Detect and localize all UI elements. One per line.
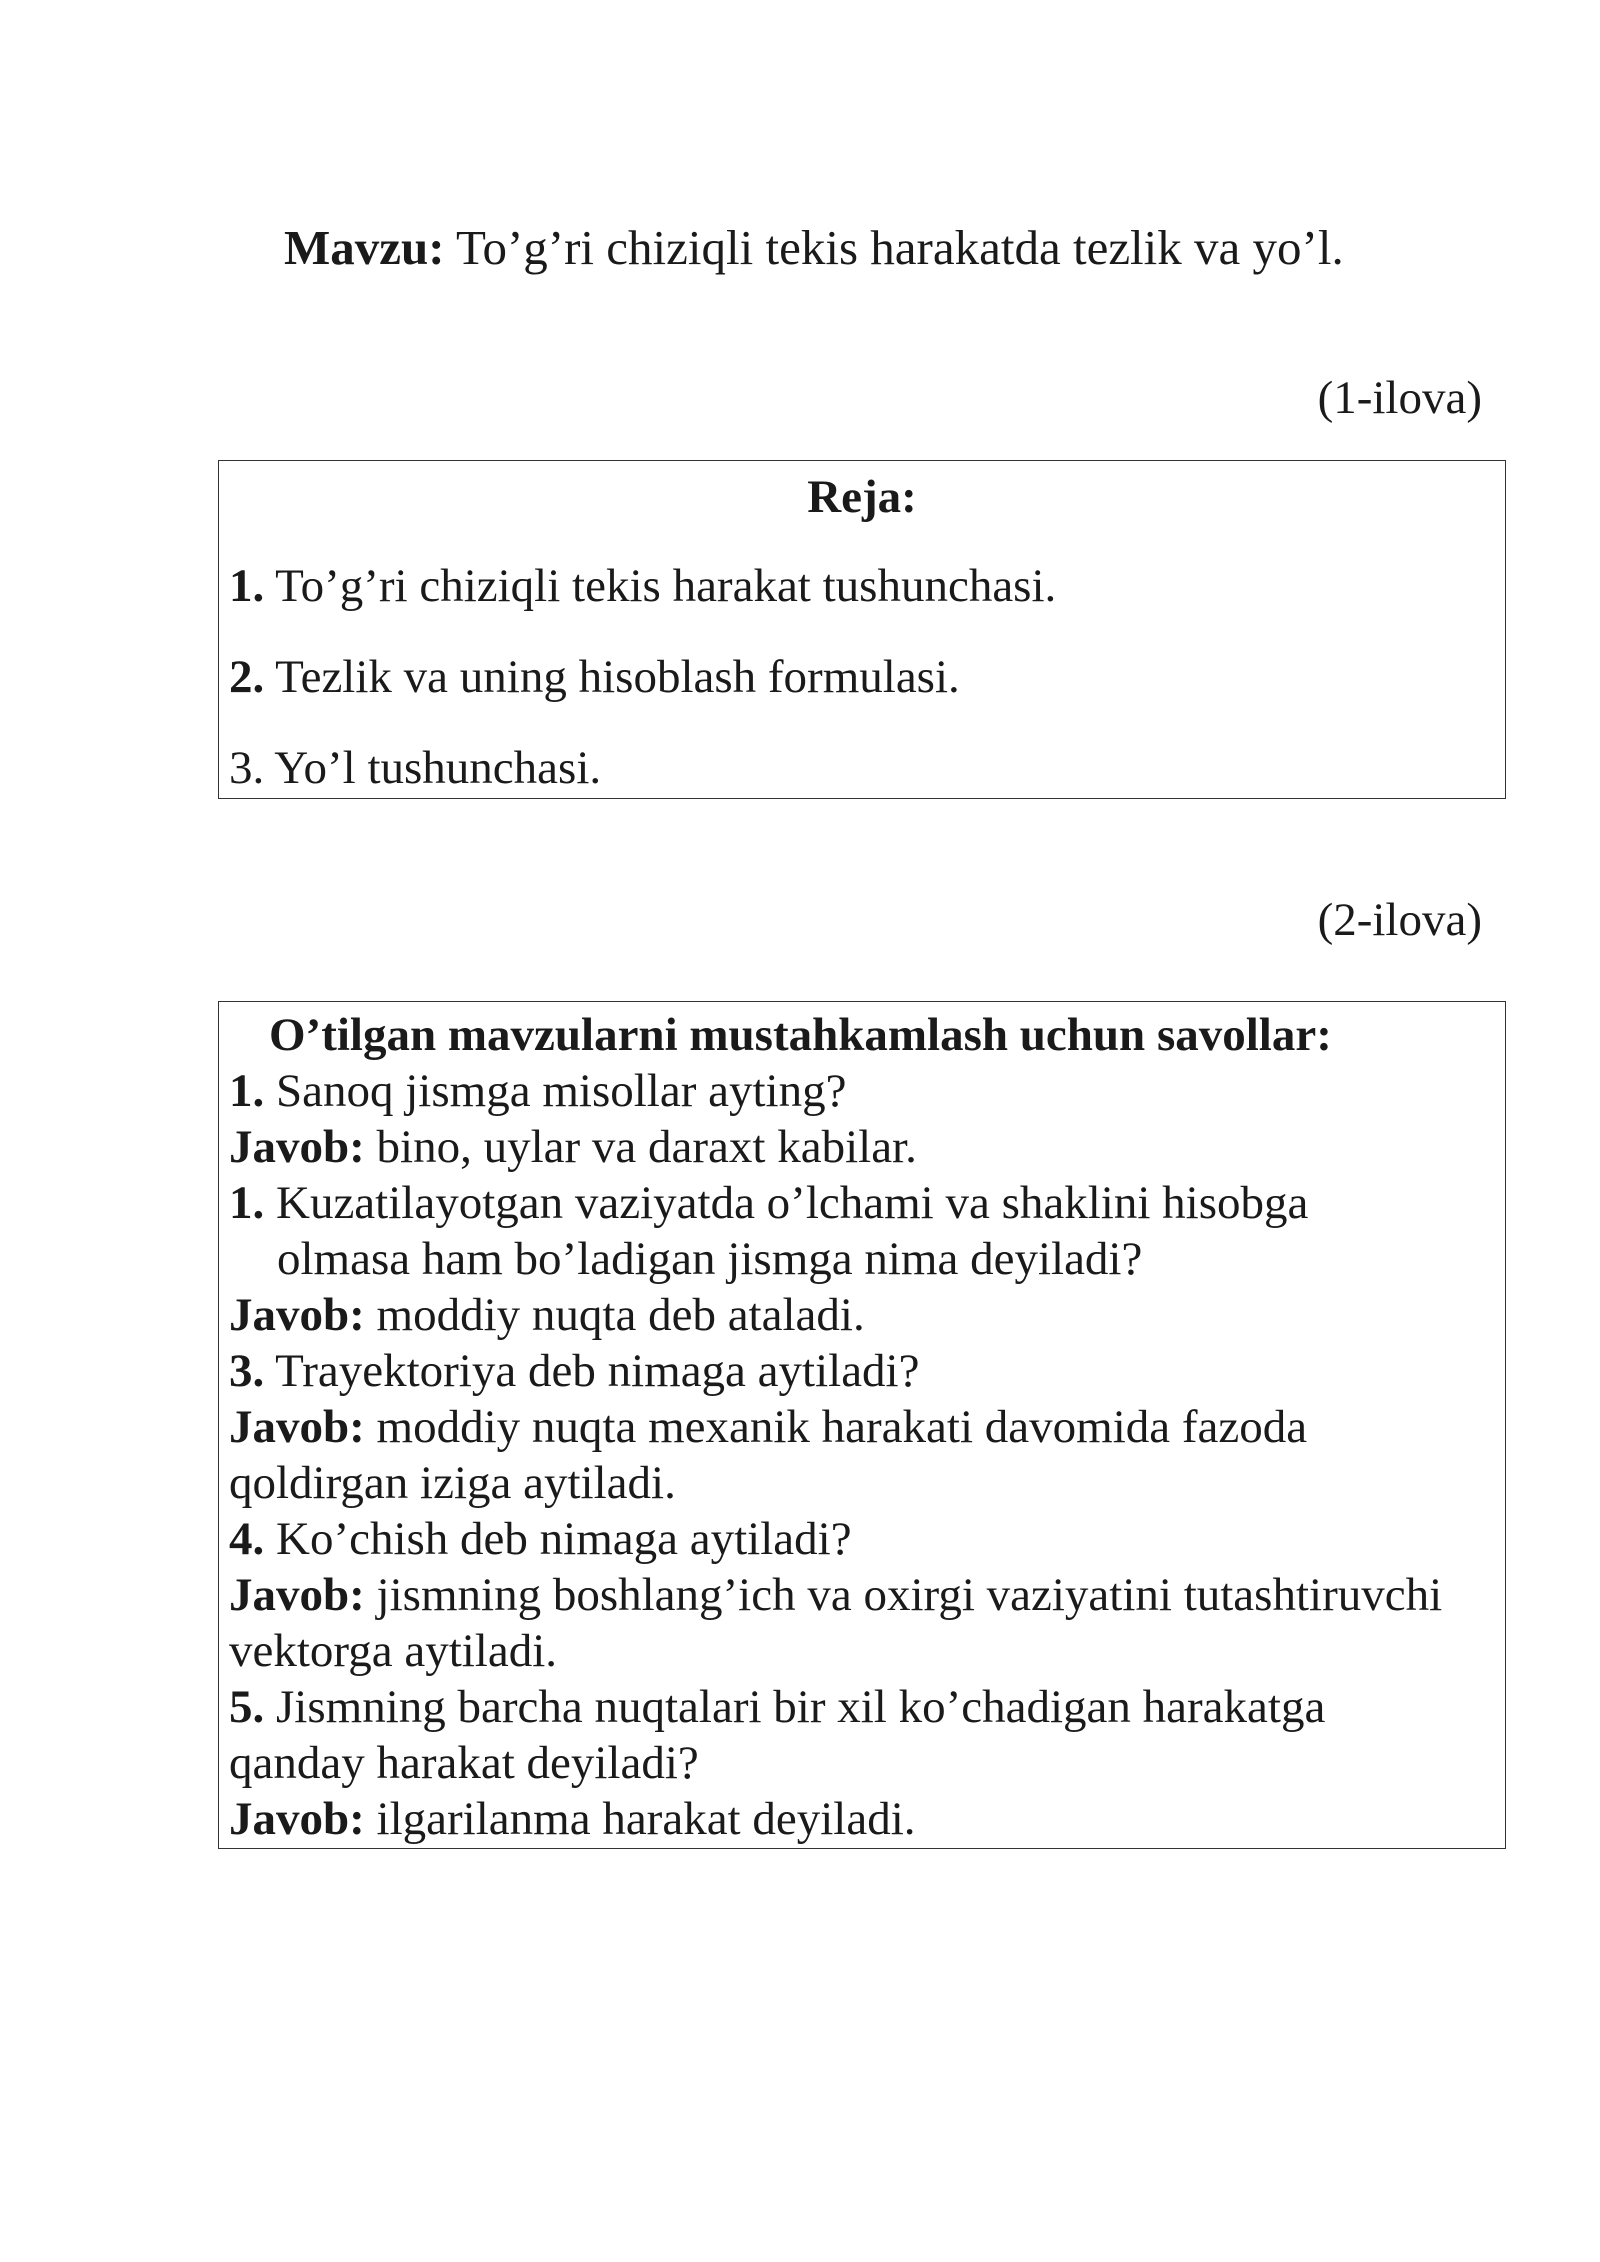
question-line xyxy=(229,1679,1495,1735)
appendix-2-tag: (2-ilova) xyxy=(1317,894,1482,946)
line-text: moddiy nuqta deb ataladi. xyxy=(376,1289,865,1341)
line-label: Javob: xyxy=(229,1289,365,1341)
topic-label: Mavzu: xyxy=(284,220,445,275)
page-title xyxy=(284,218,1344,278)
plan-item-text: 3. Yo’l tushunchasi. xyxy=(229,742,602,794)
questions-box xyxy=(218,1001,1506,1849)
line-label: 3. xyxy=(229,1345,265,1397)
line-label: 4. xyxy=(229,1513,265,1565)
line-text: Ko’chish deb nimaga aytiladi? xyxy=(276,1513,852,1565)
plan-item-number: 2. xyxy=(229,651,265,703)
line-text: Jismning barcha nuqtalari bir xil ko’chadigan harakatga xyxy=(276,1681,1326,1733)
answer-continuation-line xyxy=(229,1455,1495,1511)
answer-line xyxy=(229,1567,1495,1623)
line-label: Javob: xyxy=(229,1401,365,1453)
questions-list xyxy=(229,1007,1495,1847)
answer-line xyxy=(229,1791,1495,1847)
line-label: Javob: xyxy=(229,1569,365,1621)
plan-item xyxy=(229,649,960,705)
question-continuation-line xyxy=(229,1231,1495,1287)
question-continuation-line xyxy=(229,1735,1495,1791)
line-label: Javob: xyxy=(229,1121,365,1173)
answer-line xyxy=(229,1119,1495,1175)
line-text: olmasa ham bo’ladigan jismga nima deyiladi? xyxy=(277,1233,1143,1285)
line-text: qoldirgan iziga aytiladi. xyxy=(229,1457,676,1509)
line-text: vektorga aytiladi. xyxy=(229,1625,558,1677)
question-line xyxy=(229,1343,1495,1399)
answer-line xyxy=(229,1399,1495,1455)
line-text: bino, uylar va daraxt kabilar. xyxy=(376,1121,917,1173)
line-label: 1. xyxy=(229,1065,265,1117)
line-text: moddiy nuqta mexanik harakati davomida fazoda xyxy=(376,1401,1308,1453)
question-line xyxy=(229,1511,1495,1567)
questions-heading: O’tilgan mavzularni mustahkamlash uchun savollar: xyxy=(269,1009,1332,1061)
question-line xyxy=(229,1063,1495,1119)
line-text: qanday harakat deyiladi? xyxy=(229,1737,699,1789)
question-line xyxy=(229,1175,1495,1231)
appendix-1-tag: (1-ilova) xyxy=(1317,372,1482,424)
line-text: ilgarilanma harakat deyiladi. xyxy=(376,1793,916,1845)
plan-box xyxy=(218,460,1506,799)
answer-continuation-line xyxy=(229,1623,1495,1679)
plan-item-text: Tezlik va uning hisoblash formulasi. xyxy=(275,651,960,703)
line-text: Sanoq jismga misollar ayting? xyxy=(276,1065,847,1117)
plan-item xyxy=(229,740,601,796)
line-label: 5. xyxy=(229,1681,265,1733)
line-label: Javob: xyxy=(229,1793,365,1845)
plan-item-number: 1. xyxy=(229,560,265,612)
plan-item xyxy=(229,558,1056,614)
line-text: Kuzatilayotgan vaziyatda o’lchami va shaklini hisobga xyxy=(276,1177,1309,1229)
topic-text: To’g’ri chiziqli tekis harakatda tezlik va yo’l. xyxy=(455,220,1344,275)
line-label: 1. xyxy=(229,1177,265,1229)
line-text: Trayektoriya deb nimaga aytiladi? xyxy=(275,1345,920,1397)
plan-item-text: To’g’ri chiziqli tekis harakat tushunchasi. xyxy=(275,560,1057,612)
answer-line xyxy=(229,1287,1495,1343)
plan-heading: Reja: xyxy=(807,471,917,523)
line-text: jismning boshlang’ich va oxirgi vaziyatini tutashtiruvchi xyxy=(376,1569,1443,1621)
